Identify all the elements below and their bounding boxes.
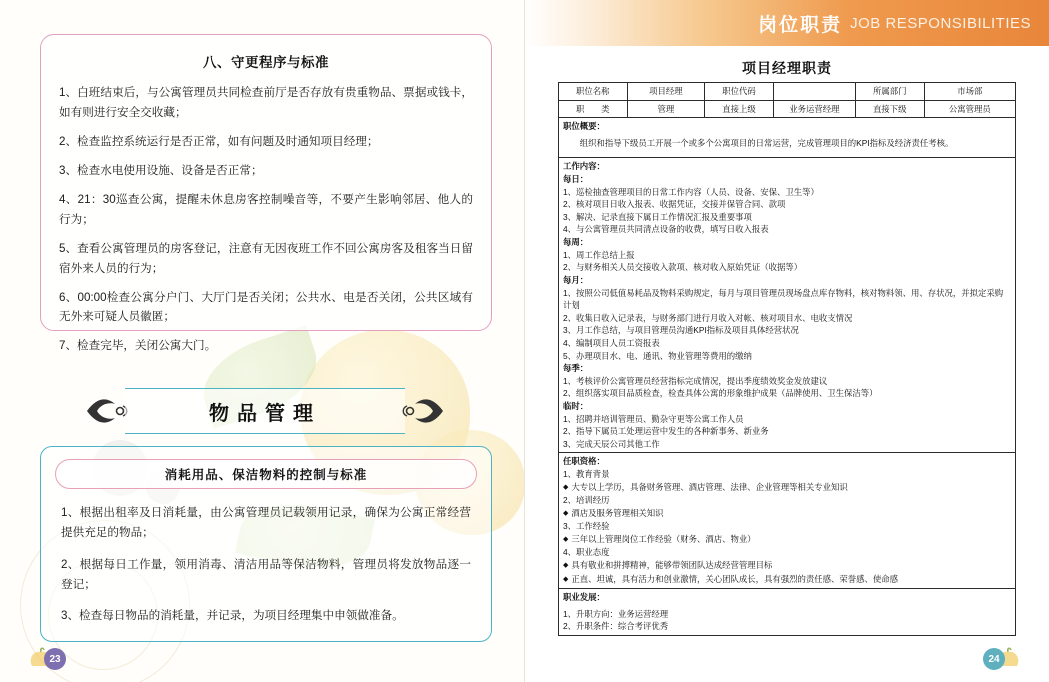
section-eight-item: 5、查看公寓管理员的房客登记，注意有无因夜班工作不回公寓房客及租客当日留宿外来人员的行为；	[59, 241, 473, 275]
content-group-sub: 每月：	[563, 274, 589, 285]
goods-management-title: 物品管理	[209, 402, 321, 425]
left-page	[0, 0, 524, 682]
content-line: 1、按照公司低值易耗品及物料采购规定，每月与项目管理员现场盘点库存物料，核对物料领、用、存状况，并拟定采购计划	[563, 287, 1004, 311]
content-line: 2、组织落实项目品质检查，检查具体公寓的形象维护成果（品牌使用、卫生保洁等）	[563, 388, 878, 399]
consumables-heading-pill	[55, 459, 477, 489]
content-line: 3、月工作总结，与项目管理员沟通KPI指标及项目具体经营状况	[563, 325, 799, 336]
content-line: 4、与公寓管理员共同清点设备的收费，填写日收入报表	[563, 224, 769, 235]
section-eight-item: 1、白班结束后，与公寓管理员共同检查前厅是否存放有贵重物品、票据或钱卡，如有则进行安全交收藏；	[59, 86, 473, 119]
consumables-heading: 消耗用品、保洁物料的控制与标准	[164, 468, 368, 482]
ornament-left-icon	[85, 392, 129, 430]
cell-value: 业务运营经理	[773, 100, 855, 118]
content-line: 1、招聘并培训管理员、勤杂守更等公寓工作人员	[563, 413, 744, 424]
section-eight-item: 7、检查完毕，关闭公寓大门。	[59, 339, 217, 353]
content-group-sub: 每季：	[563, 363, 589, 374]
qualification-bullet: ◆ 酒店及服务管理相关知识	[563, 507, 1011, 521]
section-eight-item: 6、00:00检查公寓分户门、大厅门是否关闭；公共水、电是否关闭，公共区域有无外来可疑人员徽匿；	[59, 290, 473, 324]
section-eight-box	[40, 34, 492, 353]
content-group-sub: 每日：	[563, 174, 589, 185]
content-line: 1、巡检抽查管理项目的日常工作内容（人员、设备、安保、卫生等）	[563, 186, 819, 197]
summary-block	[559, 118, 1016, 158]
development-block	[559, 589, 1016, 636]
cell-label: 职位名称	[559, 83, 628, 101]
section-eight-heading: 八、守更程序与标准	[203, 55, 329, 70]
content-line: 2、核对项目日收入报表、收据凭证，交接并保管合同、款项	[563, 199, 786, 210]
cell-label: 直接上级	[705, 100, 774, 118]
summary-text: 组织和指导下级员工开展一个或多个公寓项目的日常运营，完成管理项目的KPI指标及经济责任考核。	[579, 137, 954, 148]
table-row-development	[559, 589, 1016, 636]
qualification-group-sub: 2、培训经历	[563, 495, 610, 506]
section-eight-item: 3、检查水电使用设施、设备是否正常；	[59, 163, 263, 177]
cell-label: 所属部门	[856, 83, 925, 101]
content-line: 4、编制项目人员工资报表	[563, 337, 660, 348]
qualification-bullet: ◆ 三年以上管理岗位工作经验（财务、酒店、物业）	[563, 533, 1011, 547]
content-line: 5、办理项目水、电、通讯、物业管理等费用的缴纳	[563, 350, 752, 361]
content-line: 3、解决、记录直接下属日工作情况汇报及重要事项	[563, 211, 752, 222]
development-line: 1、升职方向：业务运营经理	[563, 608, 669, 619]
content-line: 3、完成天辰公司其他工作	[563, 438, 660, 449]
cell-label: 直接下级	[856, 100, 925, 118]
content-block	[559, 158, 1016, 453]
consumables-box	[40, 446, 492, 642]
header-title-cn: 岗位职责	[758, 14, 843, 36]
goods-management-banner	[85, 388, 445, 434]
job-description-table	[558, 82, 1016, 636]
cell-value	[773, 83, 855, 101]
page-number-left: 23	[44, 648, 66, 670]
qualifications-block	[559, 453, 1016, 589]
qualification-group-sub: 3、工作经验	[563, 521, 610, 532]
content-line: 2、与财务相关人员交接收入款项、核对收入原始凭证（收据等）	[563, 262, 803, 273]
cell-value: 项目经理	[627, 83, 705, 101]
content-group-sub: 每周：	[563, 237, 589, 248]
development-label: 职业发展：	[563, 592, 605, 602]
summary-label: 职位概要：	[563, 121, 605, 132]
page-title: 项目经理职责	[742, 60, 832, 76]
qualifications-label: 任职资格：	[563, 456, 605, 467]
table-row-qualifications	[559, 453, 1016, 589]
development-line: 2、升职条件：综合考评优秀	[563, 621, 669, 632]
cell-value: 管理	[627, 100, 705, 118]
goods-management-title-bar	[125, 388, 405, 434]
header-title-en: JOB RESPONSIBILITIES	[850, 14, 1031, 32]
qualification-group-sub: 4、职业态度	[563, 547, 610, 558]
qualification-bullet: ◆ 具有敬业和拼搏精神，能够带领团队达成经营管理目标	[563, 559, 1011, 573]
job-responsibilities-header	[525, 0, 1049, 46]
cell-label: 职 类	[559, 100, 628, 118]
consumables-body	[41, 489, 491, 626]
cell-value: 公寓管理员	[924, 100, 1015, 118]
ornament-right-icon	[401, 392, 445, 430]
consumables-item: 2、根据每日工作量，领用消毒、清洁用品等保洁物料，管理员将发放物品逐一登记；	[61, 557, 471, 591]
qualification-bullet: ◆ 正直、坦诚，具有活力和创业激情，关心团队成长，具有强烈的责任感、荣誉感、使命感	[563, 573, 1011, 587]
content-label: 工作内容：	[563, 161, 605, 172]
section-eight-item: 4、21：30巡查公寓，提醒未休息房客控制噪音等，不要产生影响邻居、他人的行为；	[59, 192, 473, 226]
consumables-item: 3、检查每日物品的消耗量，并记录，为项目经理集中申领做准备。	[61, 609, 404, 623]
content-line: 2、指导下属员工处理运营中发生的各种新事务、新业务	[563, 426, 769, 437]
right-page	[525, 0, 1049, 682]
cell-value: 市场部	[924, 83, 1015, 101]
table-row-summary	[559, 118, 1016, 158]
table-row	[559, 83, 1016, 101]
cell-label: 职位代码	[705, 83, 774, 101]
content-group-sub: 临时：	[563, 401, 589, 412]
consumables-item: 1、根据出租率及日消耗量，由公寓管理员记载领用记录，确保为公寓正常经营提供充足的物品；	[61, 506, 471, 540]
page-number-right: 24	[983, 648, 1005, 670]
section-eight-item: 2、检查监控系统运行是否正常，如有问题及时通知项目经理；	[59, 134, 379, 148]
content-line: 1、周工作总结上报	[563, 249, 635, 260]
qualification-group-sub: 1、教育背景	[563, 469, 610, 480]
table-row	[559, 100, 1016, 118]
qualification-bullet: ◆ 大专以上学历，具备财务管理、酒店管理、法律、企业管理等相关专业知识	[563, 481, 1011, 495]
content-line: 2、收集日收入记录表，与财务部门进行月收入对帐、核对项目水、电收支情况	[563, 312, 853, 323]
table-row-content	[559, 158, 1016, 453]
content-line: 1、考核评价公寓管理员经营指标完成情况，提出季度绩效奖金发放建议	[563, 375, 828, 386]
